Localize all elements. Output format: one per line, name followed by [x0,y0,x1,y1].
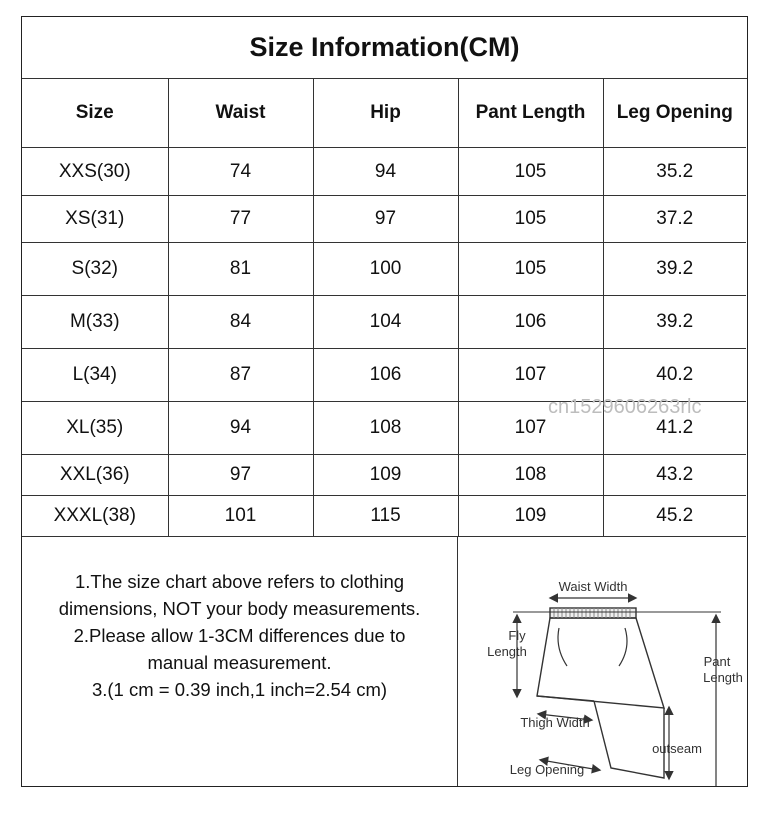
table-cell: 101 [168,496,313,537]
fly-length-label: Length [487,644,527,659]
note-line: 1.The size chart above refers to clothing [74,571,405,592]
note-line: 2.Please allow 1-3CM differences due to [73,625,406,646]
table-cell: 107 [458,349,603,402]
table-cell: 115 [313,496,458,537]
table-row [22,196,746,243]
table-cell: 43.2 [603,455,746,496]
table-cell: 100 [313,243,458,296]
table-cell: 108 [458,455,603,496]
pants-outline [537,608,664,778]
table-row [22,349,746,402]
table-cell: S(32) [22,243,168,296]
thigh-width-label: Thigh Width [520,715,590,730]
table-cell: 74 [168,148,313,196]
table-cell: 109 [313,455,458,496]
note-line: manual measurement. [147,652,332,673]
table-cell: 109 [458,496,603,537]
table-header-row [22,79,746,148]
table-cell: 40.2 [603,349,746,402]
table-cell: 106 [458,296,603,349]
size-table [22,79,746,537]
table-cell: 81 [168,243,313,296]
table-cell: 39.2 [603,296,746,349]
note-line: 3.(1 cm = 0.39 inch,1 inch=2.54 cm) [91,679,388,700]
table-cell: L(34) [22,349,168,402]
table-cell: 77 [168,196,313,243]
column-header: Pant Length [458,79,603,148]
table-row [22,243,746,296]
table-cell: 105 [458,243,603,296]
chart-title: Size Information(CM) [22,17,747,79]
table-row [22,455,746,496]
table-cell: XS(31) [22,196,168,243]
waist-width-label: Waist Width [558,579,628,594]
table-cell: M(33) [22,296,168,349]
table-cell: XXL(36) [22,455,168,496]
table-cell: 35.2 [603,148,746,196]
table-cell: XXXL(38) [22,496,168,537]
table-row [22,148,746,196]
table-row [22,296,746,349]
table-cell: 97 [313,196,458,243]
table-cell: 107 [458,402,603,455]
pant-length-label: Length [703,670,743,685]
outseam-label: outseam [652,741,702,756]
table-cell: 97 [168,455,313,496]
column-header: Leg Opening [603,79,746,148]
fly-length-label: Fly [508,628,526,643]
column-header: Hip [313,79,458,148]
table-cell: 87 [168,349,313,402]
table-cell: 45.2 [603,496,746,537]
pants-measurement-diagram [459,536,747,786]
column-header: Waist [168,79,313,148]
table-cell: 108 [313,402,458,455]
note-line: dimensions, NOT your body measurements. [58,598,421,619]
table-cell: XXS(30) [22,148,168,196]
column-header: Size [22,79,168,148]
table-cell: 105 [458,196,603,243]
pant-length-label: Pant [703,654,731,669]
table-cell: XL(35) [22,402,168,455]
leg-opening-label: Leg Opening [509,762,585,777]
table-cell: 84 [168,296,313,349]
table-cell: 39.2 [603,243,746,296]
table-cell: 106 [313,349,458,402]
table-cell: 37.2 [603,196,746,243]
watermark: cn1529606263rlc [548,396,702,418]
measurement-notes [22,536,458,786]
table-cell: 105 [458,148,603,196]
table-row [22,496,746,537]
table-cell: 104 [313,296,458,349]
table-cell: 94 [168,402,313,455]
table-cell: 94 [313,148,458,196]
table-cell: 41.2 [603,402,746,455]
